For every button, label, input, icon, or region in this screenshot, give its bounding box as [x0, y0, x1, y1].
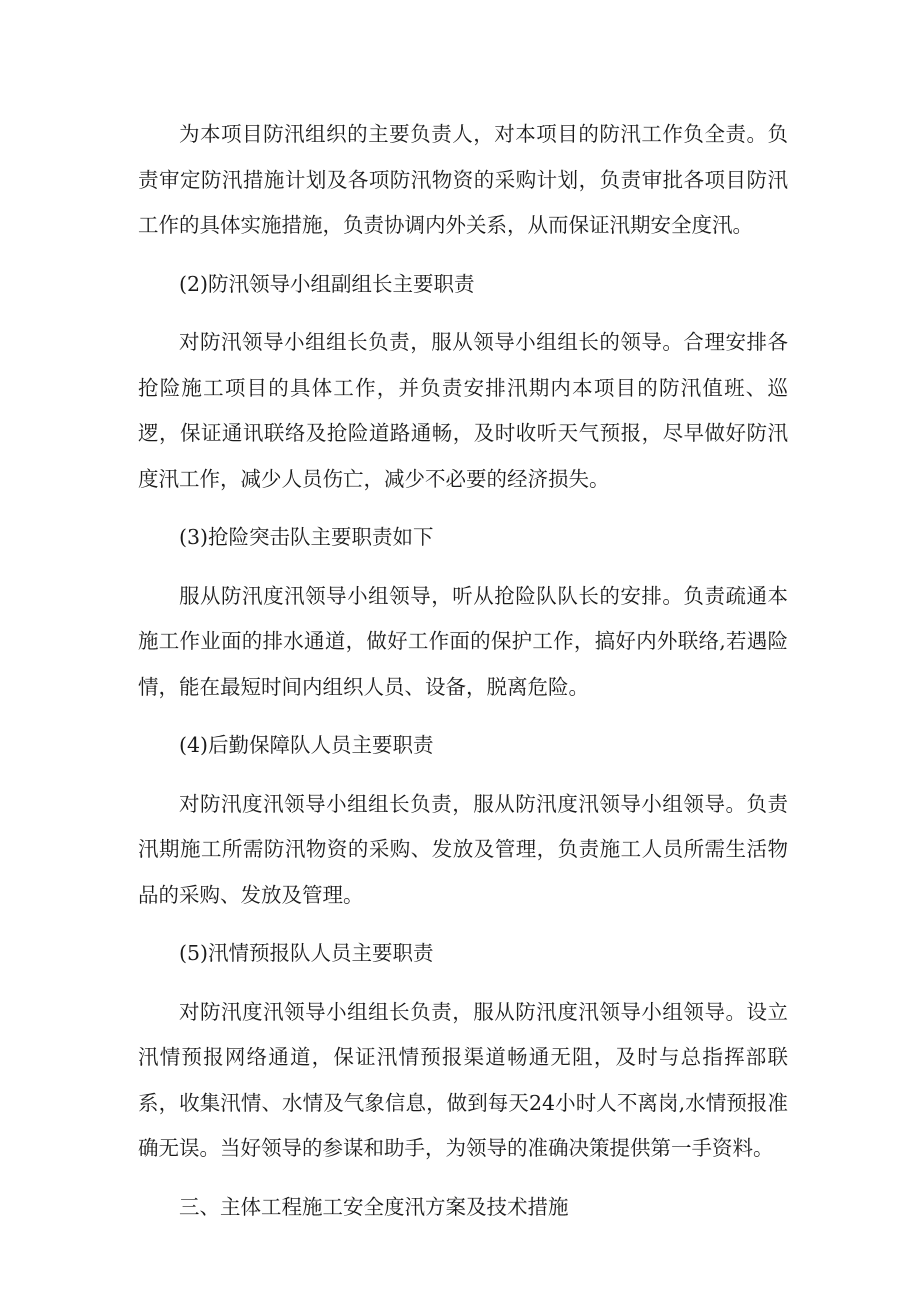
- paragraph-gap: [138, 977, 788, 990]
- paragraph-gap: [138, 249, 788, 262]
- document-body: [138, 112, 788, 1230]
- heading-rescue-team-duties: (3)抢险突击队主要职责如下: [179, 525, 434, 549]
- paragraph-gap: [138, 307, 788, 320]
- paragraph-gap: [138, 918, 788, 931]
- paragraph-gap: [138, 710, 788, 723]
- heading-deputy-leader-duties: (2)防汛领导小组副组长主要职责: [179, 271, 475, 296]
- paragraph-gap: [138, 502, 788, 515]
- section-heading-flood-safety-plan: 三、主体工程施工安全度汛方案及技术措施: [179, 1194, 569, 1219]
- paragraph-deputy-leader-duties: 对防汛领导小组组长负责，服从领导小组组长的领导。合理安排各抢险施工项目的具体工作，并负责安排汛期内本项目的防汛值班、巡逻，保证通讯联络及抢险道路通畅，及时收听天气预报，尽早做好防汛度汛工作，减少人员伤亡，减少不必要的经济损失。: [138, 330, 788, 491]
- paragraph-forecast-team-duties: 对防汛度汛领导小组组长负责，服从防汛度汛领导小组领导。设立汛情预报网络通道，保证汛情预报渠道畅通无阻，及时与总指挥部联系，收集汛情、水情及气象信息，做到每天24小时人不离岗,水情预报准确无误。当好领导的参谋和助手，为领导的准确决策提供第一手资料。: [138, 999, 788, 1160]
- heading-forecast-team-duties: (5)汛情预报队人员主要职责: [179, 941, 434, 965]
- paragraph-logistics-team-duties: 对防汛度汛领导小组组长负责，服从防汛度汛领导小组领导。负责汛期施工所需防汛物资的采购、发放及管理，负责施工人员所需生活物品的采购、发放及管理。: [138, 791, 788, 907]
- paragraph-gap: [138, 769, 788, 782]
- paragraph-leader-duties: 为本项目防汛组织的主要负责人，对本项目的防汛工作负全责。负责审定防汛措施计划及各项防汛物资的采购计划，负责审批各项目防汛工作的具体实施措施，负责协调内外关系，从而保证汛期安全度汛。: [138, 122, 788, 237]
- paragraph-gap: [138, 561, 788, 574]
- paragraph-rescue-team-duties: 服从防汛度汛领导小组领导，听从抢险队队长的安排。负责疏通本施工作业面的排水通道，做好工作面的保护工作，搞好内外联络,若遇险情，能在最短时间内组织人员、设备，脱离危险。: [138, 583, 788, 699]
- heading-logistics-team-duties: (4)后勤保障队人员主要职责: [179, 733, 434, 757]
- paragraph-gap: [138, 1172, 788, 1185]
